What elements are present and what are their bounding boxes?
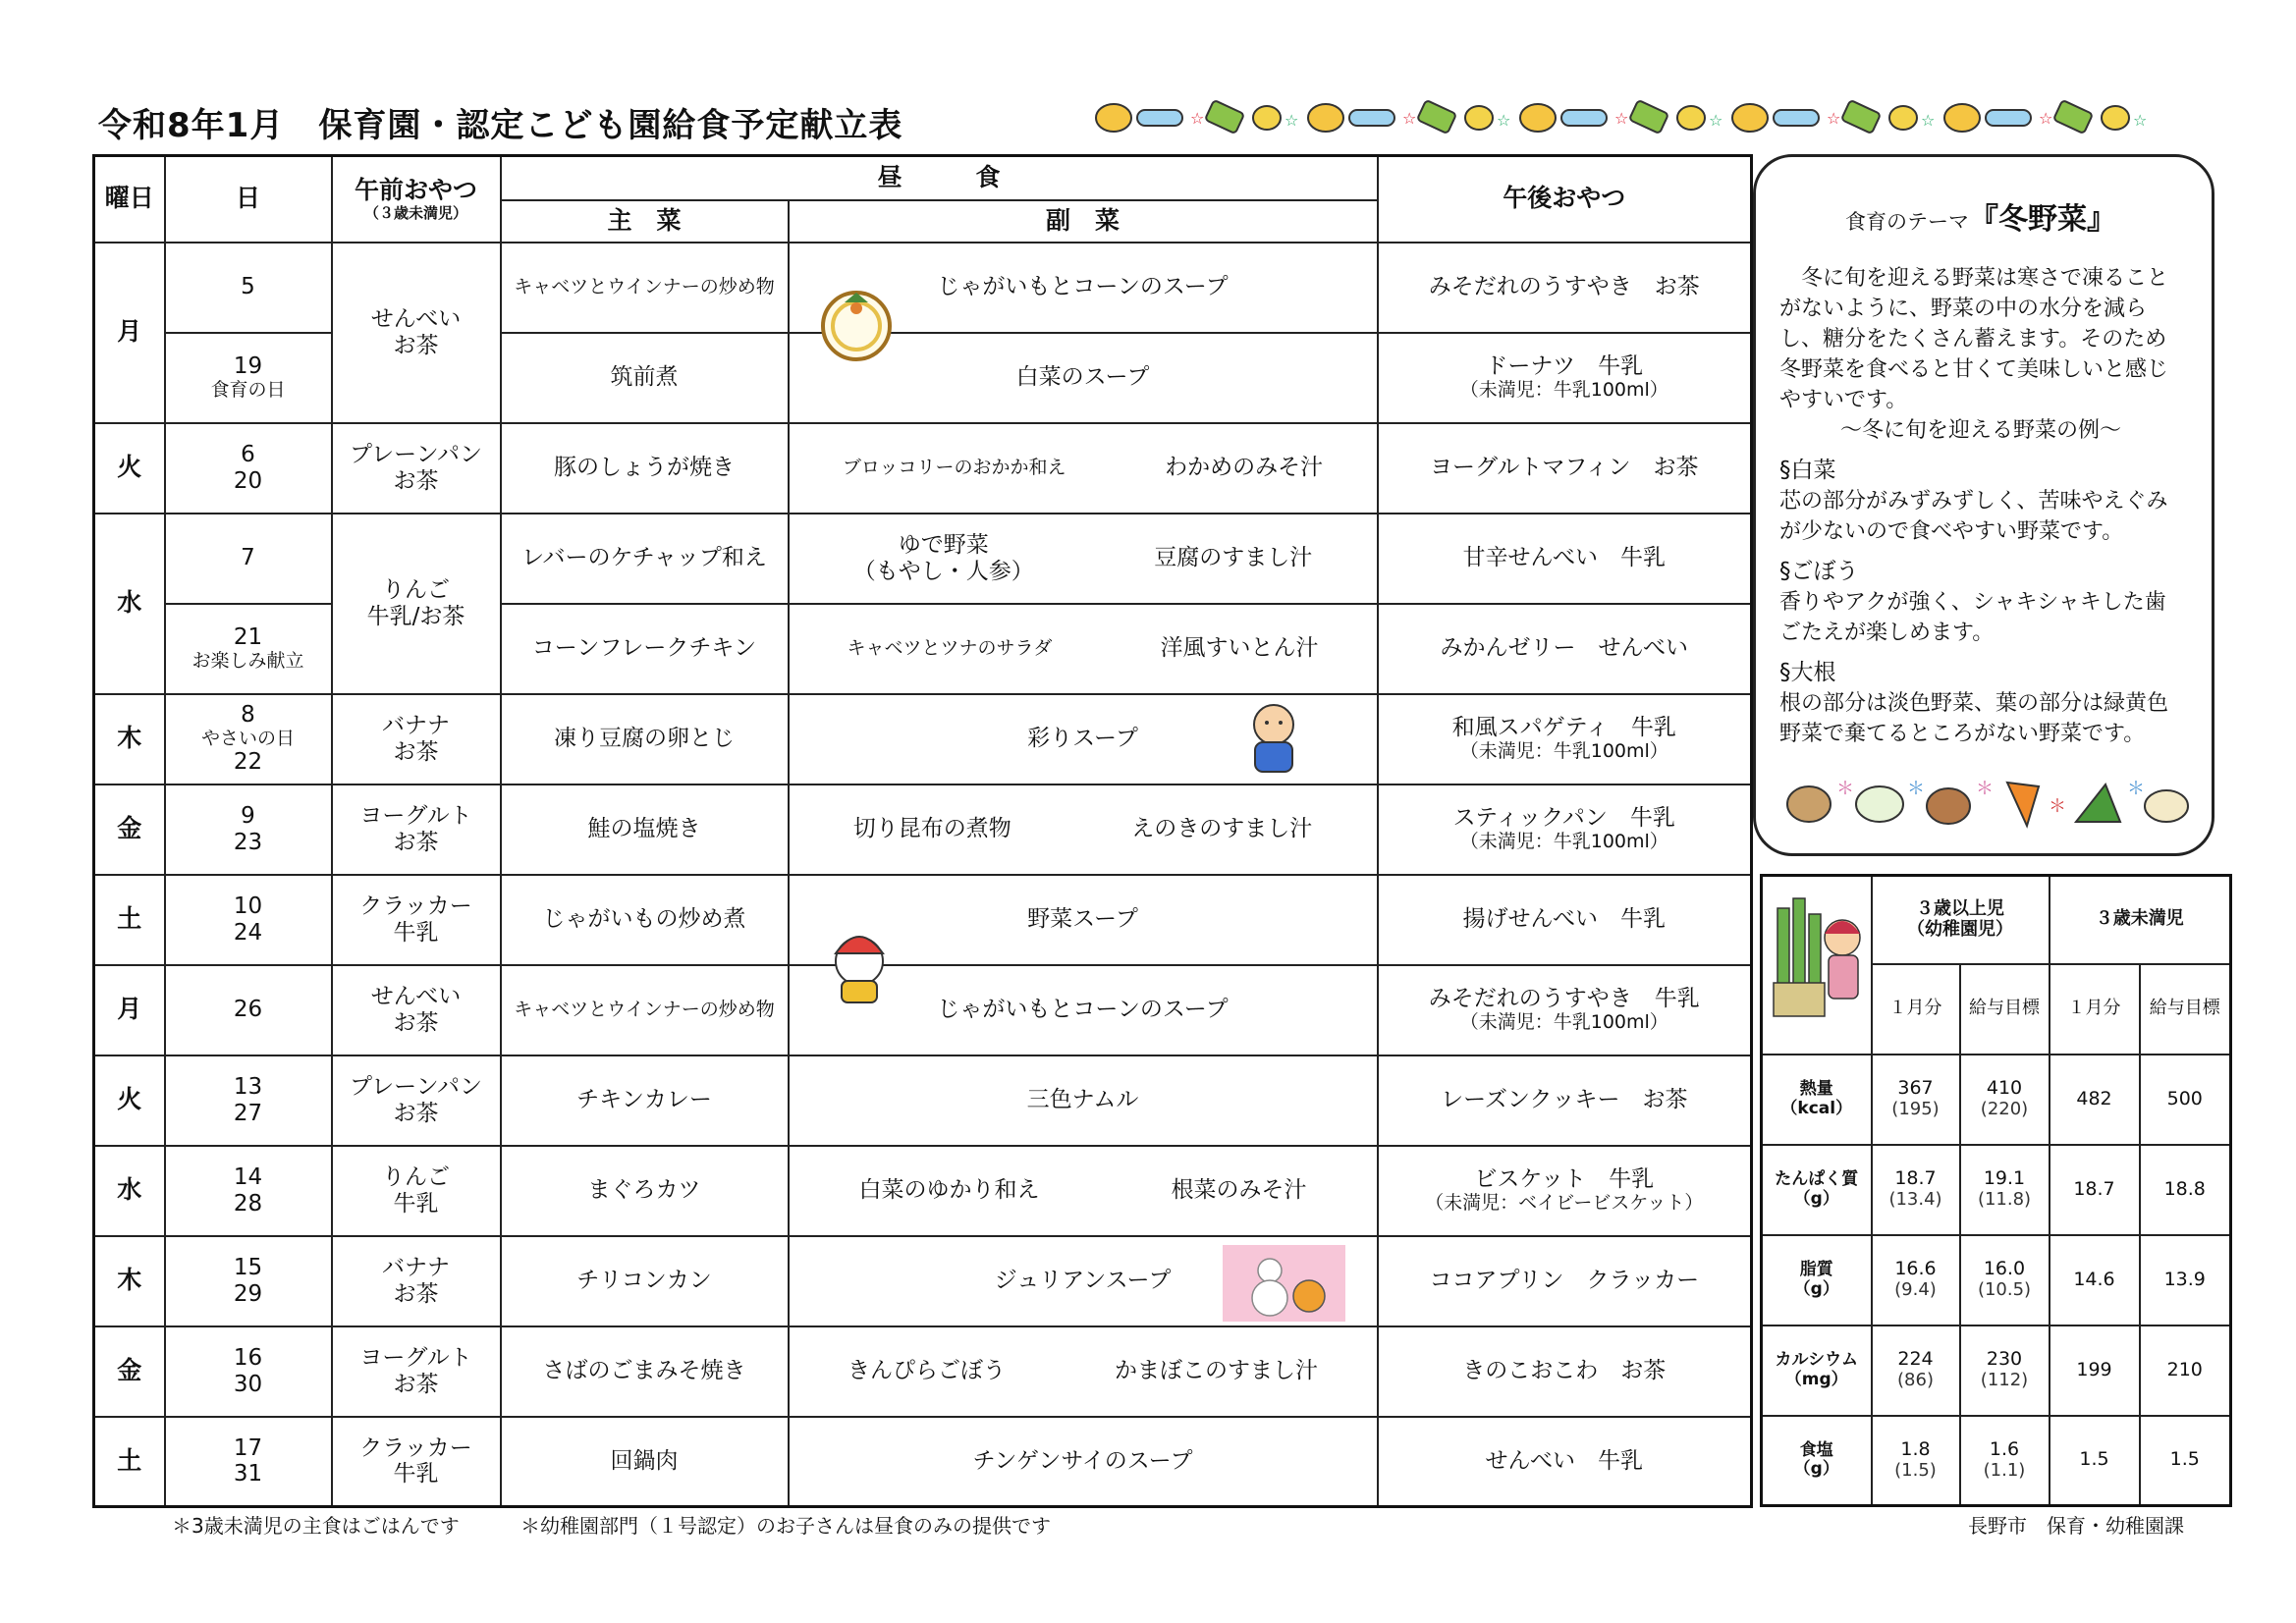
side-dish-item: 洋風すいとん汁	[1160, 635, 1319, 662]
value-under3-note: (10.5)	[1977, 1279, 2032, 1301]
value: 367	[1897, 1077, 1934, 1100]
side-dish-item: 白菜のゆかり和え	[858, 1177, 1040, 1204]
side-dish-cell	[789, 1326, 1378, 1417]
nutrient-unit: （g）	[1793, 1188, 1839, 1209]
value: 230	[1986, 1348, 2023, 1371]
nutrition-header-over3	[1872, 876, 2050, 964]
over3-target-value	[1960, 1235, 2050, 1325]
main-dish-cell: 豚のしょうが焼き	[501, 423, 789, 514]
pm-snack-line: ドーナツ 牛乳	[1485, 353, 1644, 380]
pm-snack-line: ビスケット 牛乳	[1474, 1166, 1655, 1193]
table-row	[94, 965, 1752, 1055]
pm-snack-line: スティックパン 牛乳	[1452, 805, 1675, 832]
side-dish-cell: じゃがいもとコーンのスープ	[789, 965, 1378, 1055]
svg-text:＊: ＊	[1976, 779, 1994, 799]
header-am-snack-note: （３歳未満児）	[363, 203, 467, 222]
pm-snack-line: みそだれのうすやき 牛乳	[1428, 986, 1700, 1012]
pm-snack-cell: みそだれのうすやき お茶	[1378, 243, 1752, 333]
am-snack-cell	[332, 1326, 501, 1417]
am-snack-line: お茶	[393, 1280, 439, 1307]
table-row	[94, 514, 1752, 604]
side-dish-item-note: （もやし・人参）	[852, 558, 1034, 584]
theme-item-name: §大根	[1779, 660, 1836, 685]
date-line: 8	[241, 702, 255, 729]
kadomatsu-girl-icon	[1768, 889, 1866, 1036]
am-snack-line: せんべい	[370, 984, 462, 1010]
side-dish-item: きんぴらごぼう	[847, 1358, 1006, 1384]
nutrient-unit: （mg）	[1784, 1369, 1848, 1389]
main-dish-cell: チリコンカン	[501, 1236, 789, 1326]
under3-monthly-value: 1.5	[2050, 1416, 2140, 1506]
am-snack-cell	[332, 1236, 501, 1326]
date-cell	[165, 1236, 332, 1326]
side-dish-item: 根菜のみそ汁	[1171, 1177, 1307, 1204]
am-snack-line: 牛乳	[393, 1190, 439, 1217]
under3-target-value: 210	[2140, 1325, 2231, 1416]
pm-snack-note: （未満児：ベイビービスケット）	[1425, 1191, 1704, 1214]
side-dish-item: じゃがいもとコーンのスープ	[937, 274, 1229, 300]
pm-snack-cell: ココアプリン クラッカー	[1378, 1236, 1752, 1326]
date-line: 21	[233, 624, 263, 651]
under3-target-value: 18.8	[2140, 1145, 2231, 1235]
nutrient-unit: （g）	[1793, 1278, 1839, 1299]
main-dish-cell: 鮭の塩焼き	[501, 784, 789, 875]
am-snack-line: プレーンパン	[349, 1074, 482, 1101]
target-header: 給与目標	[1960, 964, 2050, 1055]
svg-text:＊: ＊	[2127, 779, 2145, 799]
value-under3-note: (13.4)	[1888, 1189, 1942, 1211]
nutrient-label	[1762, 1055, 1872, 1145]
date-line: 23	[233, 829, 263, 855]
over3-monthly-value	[1872, 1055, 1960, 1145]
main-dish-cell: チキンカレー	[501, 1055, 789, 1146]
pm-snack-cell	[1378, 1146, 1752, 1236]
am-snack-line: お茶	[393, 1371, 439, 1397]
side-dish-cell: 白菜のスープ	[789, 333, 1378, 423]
winter-deco-icons	[1092, 96, 2153, 139]
theme-item-text: 芯の部分がみずみずしく、苦味やえぐみが少ないので食べやすい野菜です。	[1779, 489, 2168, 544]
child-character-icon	[1239, 699, 1308, 778]
date-cell: 26	[165, 965, 332, 1055]
pm-snack-cell: きのこおこわ お茶	[1378, 1326, 1752, 1417]
over3-monthly-value	[1872, 1325, 1960, 1416]
nutrient-unit: （g）	[1793, 1459, 1839, 1480]
main-dish-cell: コーンフレークチキン	[501, 604, 789, 694]
am-snack-line: お茶	[393, 1009, 439, 1036]
header-lunch: 昼 食	[501, 156, 1378, 200]
svg-text:＊: ＊	[1836, 779, 1854, 799]
nutrition-illustration-cell	[1762, 876, 1872, 1055]
table-row	[94, 1236, 1752, 1326]
date-cell	[165, 694, 332, 784]
date-cell: 7	[165, 514, 332, 604]
page-title: 令和8年1月 保育園・認定こども園給食予定献立表	[98, 106, 903, 145]
youbi-cell: 金	[94, 784, 165, 875]
youbi-cell: 火	[94, 1055, 165, 1146]
date-line: 10	[233, 893, 263, 920]
nutrient-label	[1762, 1416, 1872, 1506]
nutrition-row	[1762, 1235, 2231, 1325]
side-dish-item: ジュリアンスープ	[994, 1268, 1172, 1294]
main-dish-cell: キャベツとウインナーの炒め物	[501, 243, 789, 333]
value: 16.6	[1894, 1258, 1937, 1280]
date-cell	[165, 1326, 332, 1417]
under3-monthly-value: 199	[2050, 1325, 2140, 1416]
side-dish-item: 野菜スープ	[1027, 906, 1138, 933]
pm-snack-cell: せんべい 牛乳	[1378, 1417, 1752, 1507]
am-snack-line: 牛乳	[393, 919, 439, 946]
value-under3-note: (11.8)	[1977, 1189, 2032, 1211]
monthly-header: １月分	[1872, 964, 1960, 1055]
theme-examples-heading: ～冬に旬を迎える野菜の例～	[1839, 418, 2121, 443]
over3-monthly-value	[1872, 1416, 1960, 1506]
nutrient-name: 食塩	[1799, 1439, 1833, 1460]
date-cell	[165, 784, 332, 875]
youbi-cell: 月	[94, 965, 165, 1055]
table-row	[94, 784, 1752, 875]
over3-monthly-value	[1872, 1145, 1960, 1235]
date-cell	[165, 604, 332, 694]
am-snack-line: バナナ	[382, 1255, 450, 1281]
date-line: 17	[233, 1434, 263, 1461]
over3-target-value	[1960, 1416, 2050, 1506]
svg-text:☆: ☆	[1285, 111, 1299, 130]
nutrition-row	[1762, 1325, 2231, 1416]
value-under3-note: (220)	[1980, 1099, 2029, 1120]
youbi-cell: 土	[94, 1417, 165, 1507]
over3-target-value	[1960, 1055, 2050, 1145]
side-dish-cell	[789, 514, 1378, 604]
am-snack-line: バナナ	[382, 713, 450, 739]
header-am-snack-label: 午前おやつ	[354, 175, 477, 204]
date-line: 9	[241, 803, 255, 830]
am-snack-cell	[332, 1417, 501, 1507]
nutrition-row	[1762, 1145, 2231, 1235]
date-note: 食育の日	[210, 378, 286, 401]
date-line: 19	[233, 353, 263, 380]
svg-text:＊: ＊	[1907, 779, 1925, 799]
value: 410	[1986, 1077, 2023, 1100]
pm-snack-cell	[1378, 694, 1752, 784]
nutrient-name: 脂質	[1799, 1259, 1833, 1279]
under3-target-value: 500	[2140, 1055, 2231, 1145]
main-dish-cell: 凍り豆腐の卵とじ	[501, 694, 789, 784]
main-dish-cell: じゃがいもの炒め煮	[501, 875, 789, 965]
date-line: 13	[233, 1074, 263, 1101]
pm-snack-note: （未満児：牛乳100ml）	[1459, 378, 1668, 401]
value: 224	[1897, 1348, 1934, 1371]
main-dish-cell: まぐろカツ	[501, 1146, 789, 1236]
vegetables-icon	[1781, 773, 2194, 832]
food-education-theme-panel	[1753, 154, 2214, 856]
am-snack-cell	[332, 875, 501, 965]
date-line: 24	[233, 919, 263, 946]
monthly-header: １月分	[2050, 964, 2140, 1055]
am-snack-line: クラッカー	[359, 1434, 472, 1461]
am-snack-line: プレーンパン	[349, 442, 482, 468]
main-dish-cell: 筑前煮	[501, 333, 789, 423]
value-under3-note: (86)	[1897, 1370, 1934, 1391]
am-snack-line: せんべい	[370, 306, 462, 333]
header-main-dish: 主 菜	[501, 200, 789, 243]
main-dish-cell: キャベツとウインナーの炒め物	[501, 965, 789, 1055]
date-line: 31	[233, 1461, 263, 1488]
youbi-cell: 火	[94, 423, 165, 514]
pm-snack-cell	[1378, 965, 1752, 1055]
pm-snack-cell: 揚げせんべい 牛乳	[1378, 875, 1752, 965]
date-line: 29	[233, 1280, 263, 1307]
am-snack-cell	[332, 514, 501, 694]
value: 1.6	[1989, 1437, 2020, 1460]
theme-name: 『冬野菜』	[1969, 202, 2116, 237]
am-snack-line: お茶	[393, 829, 439, 855]
header-side-dish: 副 菜	[789, 200, 1378, 243]
date-cell: 5	[165, 243, 332, 333]
pm-snack-cell	[1378, 784, 1752, 875]
pm-snack-cell: 甘辛せんべい 牛乳	[1378, 514, 1752, 604]
am-snack-line: お茶	[393, 467, 439, 494]
date-cell	[165, 1146, 332, 1236]
table-row	[94, 423, 1752, 514]
am-snack-line: ヨーグルト	[359, 803, 472, 830]
date-line: 28	[233, 1190, 263, 1217]
girl-winter-hat-icon	[820, 918, 899, 1006]
am-snack-line: お茶	[393, 1100, 439, 1126]
date-note: お楽しみ献立	[191, 649, 304, 672]
side-dish-item: キャベツとツナのサラダ	[847, 636, 1053, 659]
header-youbi: 曜日	[94, 156, 165, 243]
date-line: 14	[233, 1164, 263, 1191]
nutrient-label	[1762, 1145, 1872, 1235]
svg-text:☆: ☆	[1190, 109, 1205, 128]
value-under3-note: (9.4)	[1894, 1279, 1937, 1301]
nutrient-name: たんぱく質	[1775, 1168, 1859, 1189]
new-year-wreath-icon	[817, 287, 896, 365]
date-line: 30	[233, 1371, 263, 1397]
footnote-kindergarten: ＊幼稚園部門（１号認定）のお子さんは昼食のみの提供です	[520, 1514, 1051, 1538]
over3-monthly-value	[1872, 1235, 1960, 1325]
youbi-cell: 木	[94, 694, 165, 784]
under3-target-value: 1.5	[2140, 1416, 2231, 1506]
header-am-snack	[332, 156, 501, 243]
side-dish-item: 豆腐のすまし汁	[1154, 545, 1313, 571]
am-snack-cell	[332, 1146, 501, 1236]
pm-snack-note: （未満児：牛乳100ml）	[1459, 830, 1668, 852]
over3-note: （幼稚園児）	[1907, 918, 2013, 940]
main-dish-cell: さばのごまみそ焼き	[501, 1326, 789, 1417]
svg-text:＊: ＊	[2049, 796, 2066, 817]
am-snack-line: りんご	[382, 577, 450, 604]
value: 16.0	[1983, 1258, 2026, 1280]
table-row	[94, 1326, 1752, 1417]
header-hi: 日	[165, 156, 332, 243]
youbi-cell: 水	[94, 1146, 165, 1236]
under3-target-value: 13.9	[2140, 1235, 2231, 1325]
side-dish-cell: チンゲンサイのスープ	[789, 1417, 1378, 1507]
side-dish-cell	[789, 784, 1378, 875]
value: 1.8	[1900, 1437, 1931, 1460]
date-cell	[165, 333, 332, 423]
pm-snack-cell	[1378, 333, 1752, 423]
table-row	[94, 875, 1752, 965]
under3-monthly-value: 482	[2050, 1055, 2140, 1145]
over3-label: ３歳以上児	[1916, 898, 2004, 920]
over3-target-value	[1960, 1325, 2050, 1416]
value-under3-note: (1.5)	[1894, 1459, 1937, 1481]
side-dish-item: かまぼこのすまし汁	[1115, 1358, 1318, 1384]
side-dish-item: わかめのみそ汁	[1165, 455, 1324, 481]
am-snack-cell	[332, 423, 501, 514]
date-line: 15	[233, 1255, 263, 1281]
pm-snack-note: （未満児：牛乳100ml）	[1459, 1010, 1668, 1033]
snowman-icon	[1223, 1245, 1345, 1322]
table-row	[94, 1417, 1752, 1507]
youbi-cell: 水	[94, 514, 165, 694]
theme-prefix: 食育のテーマ	[1845, 210, 1969, 234]
target-header: 給与目標	[2140, 964, 2231, 1055]
over3-target-value	[1960, 1145, 2050, 1235]
youbi-cell: 土	[94, 875, 165, 965]
side-dish-cell	[789, 604, 1378, 694]
under3-monthly-value: 14.6	[2050, 1235, 2140, 1325]
value-under3-note: (195)	[1891, 1099, 1940, 1120]
am-snack-cell	[332, 965, 501, 1055]
decoration-strip	[1092, 96, 2153, 139]
value-under3-note: (112)	[1980, 1370, 2029, 1391]
am-snack-line: お茶	[393, 738, 439, 765]
issuer: 長野市 保育・幼稚園課	[1968, 1514, 2184, 1538]
pm-snack-cell: みかんゼリー せんべい	[1378, 604, 1752, 694]
theme-item-text: 根の部分は淡色野菜、葉の部分は緑黄色野菜で棄てるところがない野菜です。	[1779, 691, 2169, 746]
nutrition-row	[1762, 1416, 2231, 1506]
am-snack-cell	[332, 1055, 501, 1146]
theme-item-name: §白菜	[1779, 458, 1836, 483]
pm-snack-cell: ヨーグルトマフィン お茶	[1378, 423, 1752, 514]
am-snack-line: クラッカー	[359, 893, 472, 920]
nutrition-header-under3: ３歳未満児	[2050, 876, 2231, 964]
am-snack-line: ヨーグルト	[359, 1345, 472, 1372]
table-row	[94, 1146, 1752, 1236]
value: 18.7	[1894, 1167, 1937, 1190]
nutrition-row	[1762, 1055, 2231, 1145]
theme-item-name: §ごぼう	[1779, 559, 1859, 584]
am-snack-line: 牛乳/お茶	[366, 603, 465, 629]
table-row	[94, 694, 1752, 784]
theme-item-text: 香りやアクが強く、シャキシャキした歯ごたえが楽しめます。	[1779, 590, 2166, 645]
theme-intro: 冬に旬を迎える野菜は寒さで凍ることがないように、野菜の中の水分を減らし、糖分をたくさん蓄えます。そのため冬野菜を食べると甘くて美味しいと感じやすいです。	[1779, 266, 2169, 412]
date-cell	[165, 423, 332, 514]
am-snack-cell	[332, 243, 501, 423]
pm-snack-note: （未満児：牛乳100ml）	[1459, 739, 1668, 762]
date-note: やさいの日	[200, 727, 295, 749]
header-pm-snack: 午後おやつ	[1378, 156, 1752, 243]
am-snack-cell	[332, 784, 501, 875]
nutrition-table	[1760, 874, 2232, 1507]
main-dish-cell: レバーのケチャップ和え	[501, 514, 789, 604]
date-line: 20	[233, 467, 263, 494]
nutrient-name: カルシウム	[1775, 1349, 1858, 1370]
am-snack-cell	[332, 694, 501, 784]
side-dish-cell	[789, 1146, 1378, 1236]
under3-monthly-value: 18.7	[2050, 1145, 2140, 1235]
side-dish-cell: 三色ナムル	[789, 1055, 1378, 1146]
side-dish-item: 切り昆布の煮物	[852, 816, 1011, 842]
side-dish-item: ブロッコリーのおかか和え	[842, 456, 1066, 478]
value-under3-note: (1.1)	[1983, 1459, 2026, 1481]
value: 19.1	[1983, 1167, 2026, 1190]
nutrient-label	[1762, 1325, 1872, 1416]
side-dish-item: 彩りスープ	[1027, 726, 1138, 752]
am-snack-line: 牛乳	[393, 1461, 439, 1488]
nutrient-unit: （kcal）	[1780, 1098, 1853, 1118]
date-line: 6	[241, 442, 255, 468]
footnote-rice: ＊3歳未満児の主食はごはんです	[172, 1514, 460, 1538]
nutrient-label	[1762, 1235, 1872, 1325]
pm-snack-line: 和風スパゲティ 牛乳	[1451, 715, 1676, 741]
theme-heading	[1779, 194, 2182, 238]
nutrient-name: 熱量	[1799, 1078, 1833, 1099]
am-snack-line: りんご	[382, 1164, 450, 1191]
date-cell	[165, 1055, 332, 1146]
table-row	[94, 1055, 1752, 1146]
pm-snack-cell: レーズンクッキー お茶	[1378, 1055, 1752, 1146]
date-line: 16	[233, 1345, 263, 1372]
date-line: 27	[233, 1100, 263, 1126]
main-dish-cell: 回鍋肉	[501, 1417, 789, 1507]
date-line: 22	[233, 749, 263, 776]
menu-table	[92, 154, 1753, 1508]
side-dish-cell	[789, 423, 1378, 514]
side-dish-item: えのきのすまし汁	[1131, 816, 1313, 842]
youbi-cell: 金	[94, 1326, 165, 1417]
side-dish-item: ゆで野菜	[898, 532, 989, 559]
table-row	[94, 243, 1752, 333]
am-snack-line: お茶	[393, 332, 439, 358]
date-cell	[165, 875, 332, 965]
youbi-cell: 木	[94, 1236, 165, 1326]
youbi-cell: 月	[94, 243, 165, 423]
date-cell	[165, 1417, 332, 1507]
